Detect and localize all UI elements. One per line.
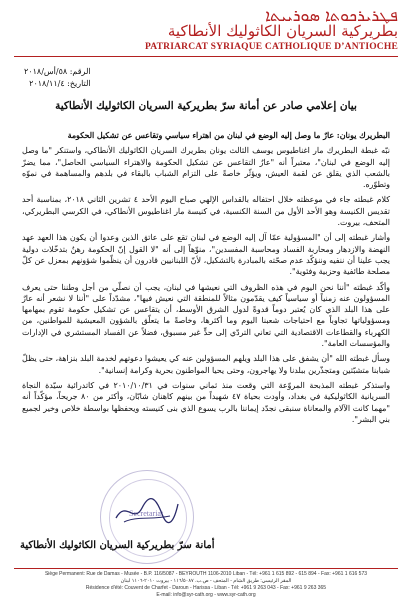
statement-body bbox=[22, 130, 390, 429]
signoff-signature-line: أمانة سرّ بطريركية السريان الكاثوليك الأنطاكية bbox=[20, 540, 215, 551]
letterhead-french: PATRIARCAT SYRIAQUE CATHOLIQUE D’ANTIOCHE bbox=[144, 42, 398, 52]
paragraph-5: وسأل غبطته الله "أن يشفق على هذا البلد ويلهم المسؤولين عنه كي يعيشوا دعوتهم لخدمة البلد بنزاهة، حتى يظلّ شبابنا متشبّثين ومتجذّرين ببلدنا ولا يهاجرون، وحتى يحيا المواطنون بحرية وكرامة إنسانية". bbox=[22, 354, 390, 375]
letterhead-arabic: بطريركية السريان الكاثوليك الأنطاكية bbox=[167, 22, 398, 40]
letterhead-divider bbox=[14, 56, 398, 57]
reference-date: التاريخ: ٢٠١٨/١١/٤ bbox=[29, 79, 91, 88]
reference-number: الرقم: ٥٨/أس/٢٠١٨ bbox=[24, 67, 91, 76]
paragraph-2: كلام غبطته جاء في موعظته خلال احتفاله بالقداس الإلهي صباح اليوم الأحد ٤ تشرين الثاني ٢٠١٨، بمناسبة أحد تقديس الكنيسة وهو الأحد الأول من السنة الكنسية، في كنيسة مار اغناطيوس الأنطاكي، في الكرسي البطريركي، المتحف، بيروت. bbox=[22, 195, 390, 228]
statement-title: بيان إعلامي صادر عن أمانة سرّ بطريركية السريان الكاثوليك الأنطاكية bbox=[55, 100, 357, 112]
footer-contact: E-mail: info@syr-cath.org - www.syr-cath.org bbox=[156, 592, 256, 598]
paragraph-3: وأشار غبطته إلى أن "المسؤولية عمّا آل إليه الوضع في لبنان تقع على عاتق الذين وعدوا أن يكون هذا العهد عهد النهضة والازدهار ومحاربة الفساد ومحاسبة المفسدين"، منوّهاً إلى أنه "لا القول إنّ الحكومة رهنٌ بتدخّلات دولية يجب علينا أن ننفيه وننؤكّد عدم صحّته بالمبادرة بالتشكيل، لأنّ اللبنانيين قادرون أن ينظّموا شؤونهم بمعزل عن كلّ مصلحة طائفية وحزبية وفئوية". bbox=[22, 233, 390, 277]
reference-block bbox=[24, 66, 91, 90]
paragraph-1: نبّه غبطة البطريرك مار اغناطيوس يوسف الثالث يونان بطريرك السريان الكاثوليك الأنطاكي، واستنكر "ما وصل إليه الوضع في لبنان"، معتبراً أنه "عارٌ التقاعس عن تشكيل الحكومة والاهتراء السياسي الحاصل"، مما يضرّ بالشعب الذي يقلق عن لقمة العيش، ويؤثّر خاصةً على التزام الشباب بالبقاء في بلدهم والمساهمة في نموّه وتطوّره. bbox=[22, 146, 390, 190]
handwritten-signature bbox=[112, 494, 182, 528]
paragraph-4: وأكّد غبطته "أننا نحن اليوم في هذه الظروف التي نعيشها في لبنان، يجب أن نصلّي من أجل وطننا حتى يعرف المسؤولون عنه زمنياً أو سياسياً كيف يقدّمون مثالاً للمنطقة التي نعيش فيها"، مشدّداً على "أننا لا نشعر أنه عارٌ على هذا البلد الذي كان يُعتبر دوماً قدوةً لدول الشرق الأوسط، أن يتقاعس عن تشكيل حكومة تقوم بمهامها ومسؤولياتها تجاوباً مع احتياجات شعبنا اليوم وما أكثرها، وخاصةً ما يتعلّق بالشؤون المعيشية للمواطنين، من الكهرباء والقطاعات الاقتصادية التي تعاني التردّي إلى حدٍّ غير مسبوق، فضلاً عن الفساد المستشري في الإدارات والمؤسسات العامة". bbox=[22, 282, 390, 349]
letterhead-syriac: ܦܛܪܝܪܟܘܬܐ ܣܘܪܝܝܬܐ bbox=[265, 6, 398, 25]
stamp-label: Secretariat bbox=[129, 509, 164, 518]
footer-address-ar: المقر الرئيسي: طريق الشام - المتحف - ص.ب. ١١٦/٥٠٨٧ - بيروت ٢٠١٠-١١٠٦ لبنان bbox=[120, 578, 292, 584]
paragraph-6: واستذكر غبطته المذبحة المروّعة التي وقعت منذ ثماني سنوات في ٢٠١٠/١٠/٣١ في كاتدرائية سيّدة النجاة السريانية الكاثوليكية في بغداد، وأودت بحياة ٤٧ شهيداً من بينهم كاهنان شابّان، وأكثر من ٨٠ جريحاً، مؤكّداً أنه "مهما كانت الآلام والمعاناة سنبقى نجدّد إيماننا بالرب يسوع الذي بنى كنيسته ويحفظها بواسطة خلاص وخير لجميع بني البشر". bbox=[22, 380, 390, 424]
footer-address-fr: Siège Permanent: Rue de Damas - Musée - B.P. 116/5087 - BEYROUTH 1106-2010 Liban - Tél: +961 1 615 892 - 615 894 - Fax: +961 1 616 573 bbox=[44, 571, 368, 577]
statement-headline: البطريرك يونان: عارٌ ما وصل إليه الوضع في لبنان من اهتراء سياسي وتقاعس عن تشكيل الحكومة bbox=[67, 131, 390, 140]
footer-summer-residence: Résidence d'été: Couvent de Charfet - Daroun - Harissa - Liban - Tél: +961 9 263 043 - Fax: +961 9 263 365 bbox=[85, 585, 327, 591]
footer-divider bbox=[14, 568, 398, 569]
